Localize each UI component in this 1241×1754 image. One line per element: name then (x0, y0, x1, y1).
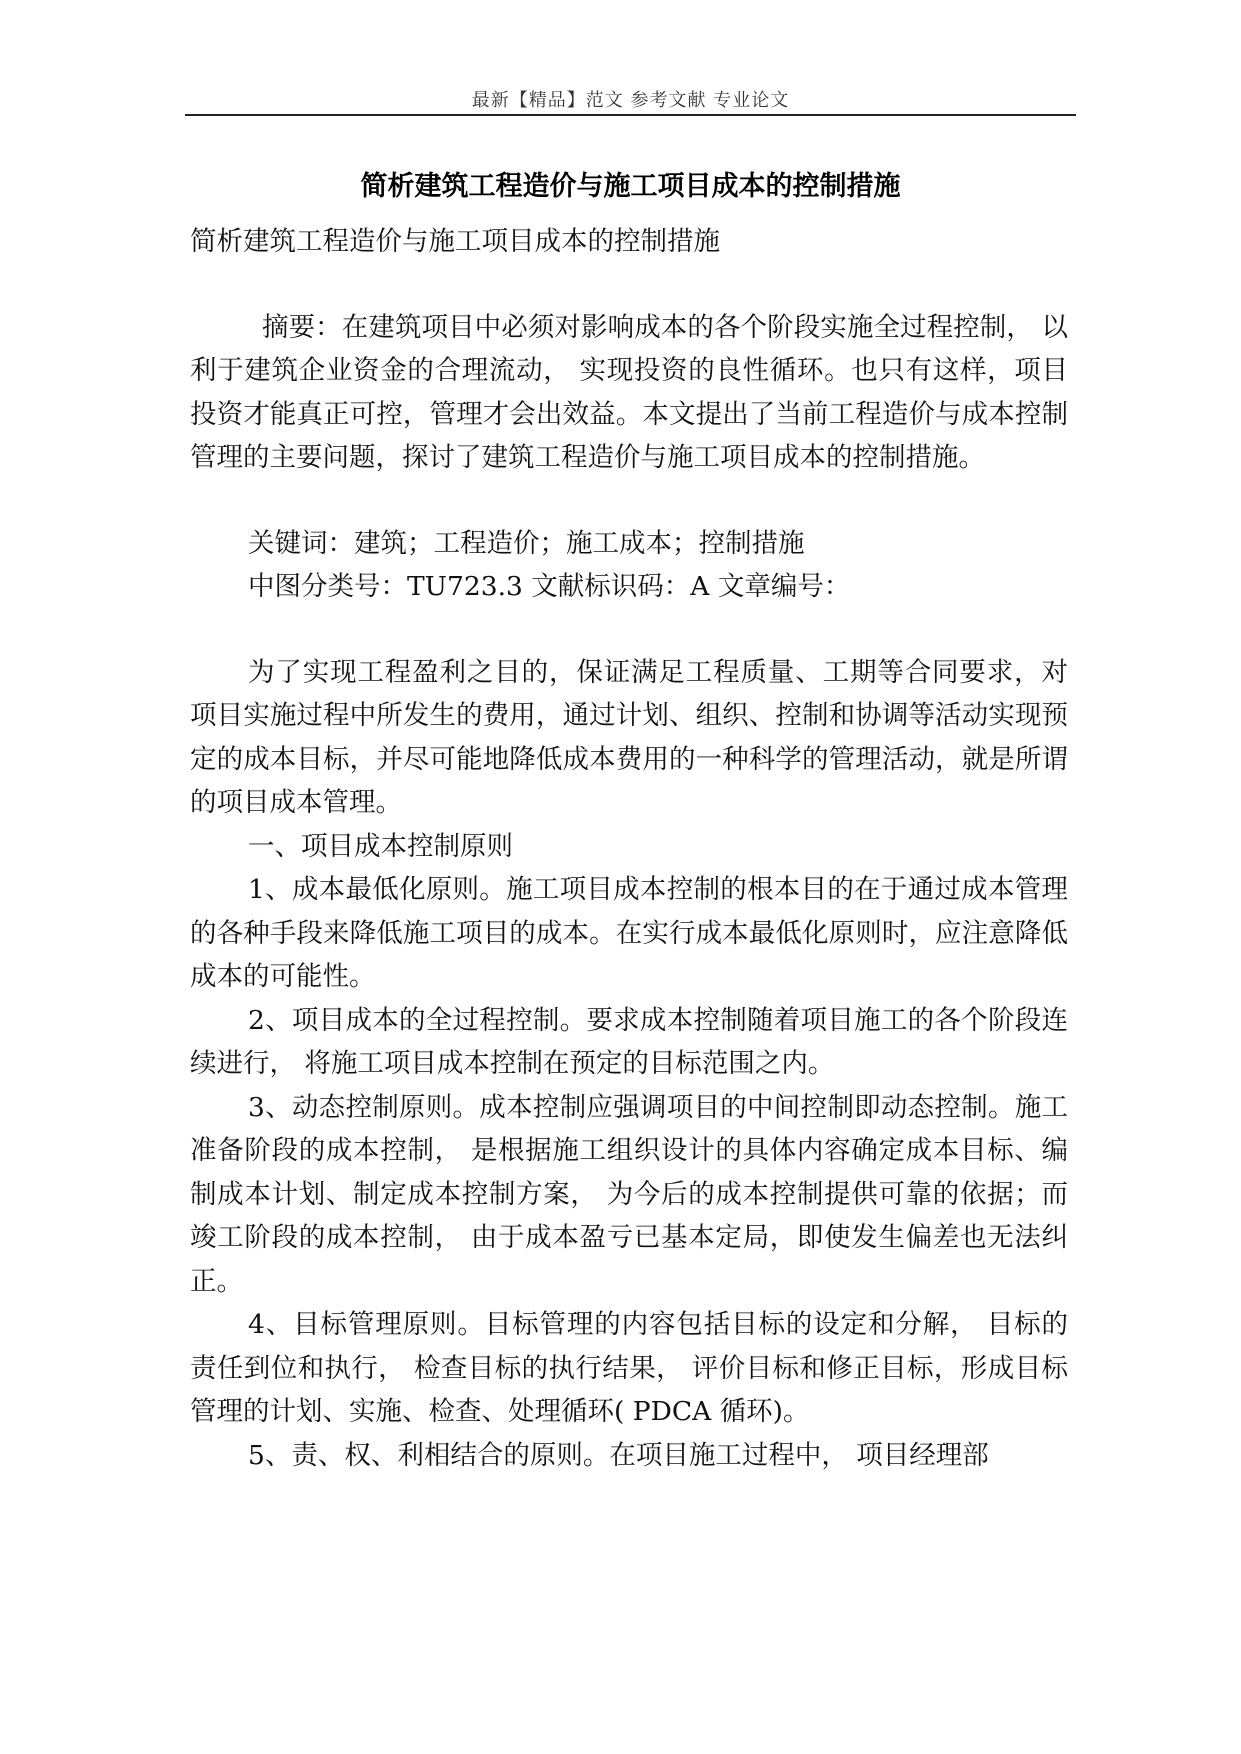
principle-paragraph-3: 3、动态控制原则。成本控制应强调项目的中间控制即动态控制。施工准备阶段的成本控制， 是根据施工组织设计的具体内容确定成本目标、编制成本计划、制定成本控制方案， 为今后的成本控制提供可靠的依据；而竣工阶段的成本控制， 由于成本盈亏已基本定局，即使发生偏差也无法纠正。 (190, 1091, 1068, 1297)
principle-paragraph-4: 4、目标管理原则。目标管理的内容包括目标的设定和分解， 目标的责任到位和执行， 检查目标的执行结果， 评价目标和修正目标，形成目标管理的计划、实施、检查、处理循环( PDCA 循环)。 (190, 1309, 1068, 1427)
document-body (190, 220, 1068, 1477)
principle-paragraph-5: 5、责、权、利相结合的原则。在项目施工过程中， 项目经理部 (248, 1439, 989, 1471)
principle-paragraph-1: 1、成本最低化原则。施工项目成本控制的根本目的在于通过成本管理的各种手段来降低施工项目的成本。在实行成本最低化原则时，应注意降低成本的可能性。 (190, 874, 1068, 992)
principle-paragraph-2: 2、项目成本的全过程控制。要求成本控制随着项目施工的各个阶段连续进行， 将施工项目成本控制在预定的目标范围之内。 (190, 1004, 1068, 1079)
abstract-paragraph: 摘要：在建筑项目中必须对影响成本的各个阶段实施全过程控制， 以利于建筑企业资金的合理流动， 实现投资的良性循环。也只有这样，项目投资才能真正可控，管理才会出效益。本文提出了当前工程造价与成本控制管理的主要问题，探讨了建筑工程造价与施工项目成本的控制措施。 (190, 311, 1068, 473)
header-divider (185, 114, 1076, 116)
document-title: 简析建筑工程造价与施工项目成本的控制措施 (360, 171, 901, 202)
page-header: 最新【精品】范文 参考文献 专业论文 (471, 90, 790, 111)
classification-line: 中图分类号：TU723.3 文献标识码：A 文章编号： (248, 571, 851, 602)
document-subtitle: 简析建筑工程造价与施工项目成本的控制措施 (190, 226, 720, 257)
intro-paragraph: 为了实现工程盈利之目的，保证满足工程质量、工期等合同要求，对项目实施过程中所发生的费用，通过计划、组织、控制和协调等活动实现预定的成本目标，并尽可能地降低成本费用的一种科学的管理活动，就是所谓的项目成本管理。 (190, 656, 1068, 818)
keywords-line: 关键词：建筑；工程造价；施工成本；控制措施 (248, 527, 805, 559)
section-heading: 一、项目成本控制原则 (248, 830, 513, 862)
